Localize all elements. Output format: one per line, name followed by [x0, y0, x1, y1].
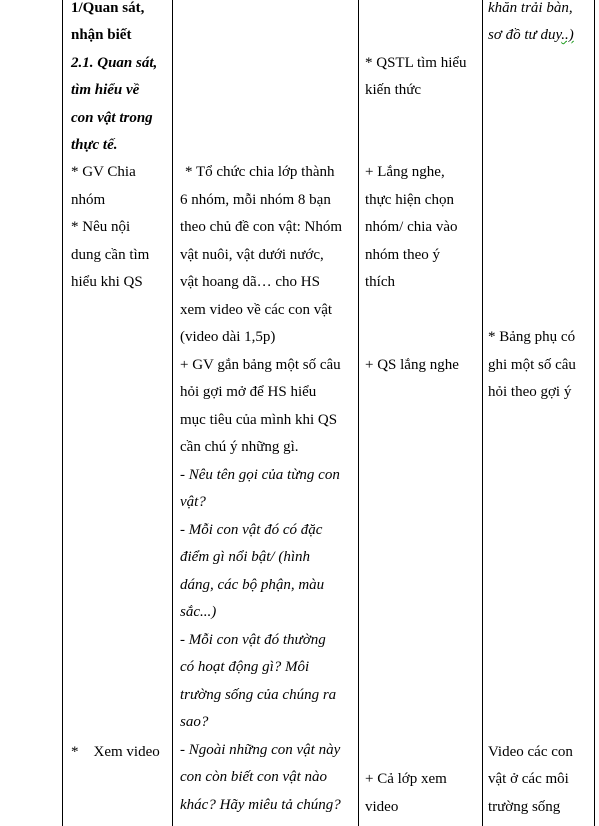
teacher-text: mục tiêu của mình khi QS: [180, 412, 338, 428]
subsection-heading-cont: thực tế.: [71, 137, 118, 153]
materials-text: * Bảng phụ có: [488, 329, 576, 345]
student-text: nhóm/ chia vào: [365, 219, 458, 235]
student-text: + Lắng nghe,: [365, 164, 445, 180]
section-heading-cont: nhận biết: [71, 27, 132, 43]
teacher-text: vật hoang dã… cho HS: [180, 274, 320, 290]
question-text: khác? Hãy miêu tả chúng?: [180, 797, 341, 813]
materials-text-underlined: ..): [561, 27, 574, 43]
subsection-heading-cont: tìm hiểu về: [71, 82, 140, 98]
column-divider-3: [482, 0, 483, 826]
materials-text: ghi một số câu: [488, 357, 576, 373]
student-text: thích: [365, 274, 395, 290]
table-border-left: [62, 0, 63, 826]
teacher-text: cần chú ý những gì.: [180, 439, 299, 455]
teacher-text: + GV gắn bảng một số câu: [180, 357, 341, 373]
teacher-text: hỏi gợi mở để HS hiểu: [180, 384, 317, 400]
step-text: * GV Chia: [71, 164, 136, 180]
step-text: nhóm: [71, 192, 106, 208]
question-text: trường sống của chúng ra: [180, 687, 337, 703]
section-heading: 1/Quan sát,: [71, 0, 145, 16]
teacher-text: theo chủ đề con vật: Nhóm: [180, 219, 343, 235]
materials-text: khăn trải bàn,: [488, 0, 573, 16]
materials-text-part: sơ đồ tư duy: [488, 27, 562, 43]
question-text: con còn biết con vật nào: [180, 769, 328, 785]
teacher-text: (video dài 1,5p): [180, 329, 276, 345]
materials-text: [488, 22, 574, 50]
step-text: hiểu khi QS: [71, 274, 143, 290]
student-text: * QSTL tìm hiểu: [365, 55, 467, 71]
question-text: có hoạt động gì? Môi: [180, 659, 310, 675]
question-text: - Mỗi con vật đó có đặc: [180, 522, 323, 538]
teacher-text: 6 nhóm, mỗi nhóm 8 bạn: [180, 192, 331, 208]
question-text: dáng, các bộ phận, màu: [180, 577, 325, 593]
student-text: video: [365, 799, 399, 815]
column-divider-2: [358, 0, 359, 826]
student-text: nhóm theo ý: [365, 247, 440, 263]
question-text: - Mỗi con vật đó thường: [180, 632, 326, 648]
question-text: sao?: [180, 714, 209, 730]
teacher-text: * Tổ chức chia lớp thành: [185, 164, 335, 180]
step-text: * Xem video: [71, 744, 160, 760]
materials-text: Video các con: [488, 744, 573, 760]
student-text: thực hiện chọn: [365, 192, 454, 208]
step-text: * Nêu nội: [71, 219, 131, 235]
question-text: vật?: [180, 494, 206, 510]
question-text: điểm gì nổi bật/ (hình: [180, 549, 310, 565]
column-divider-1: [172, 0, 173, 826]
question-text: - Nêu tên gọi của từng con: [180, 467, 340, 483]
materials-text: trường sống: [488, 799, 561, 815]
student-text: + QS lắng nghe: [365, 357, 459, 373]
teacher-text: xem video về các con vật: [180, 302, 333, 318]
materials-text: vật ở các môi: [488, 771, 569, 787]
materials-text: hỏi theo gợi ý: [488, 384, 572, 400]
subsection-heading: 2.1. Quan sát,: [71, 55, 158, 71]
step-text: dung cần tìm: [71, 247, 150, 263]
question-text: sắc...): [180, 604, 217, 620]
student-text: + Cả lớp xem: [365, 771, 447, 787]
teacher-text: vật nuôi, vật dưới nước,: [180, 247, 324, 263]
question-text: - Ngoài những con vật này: [180, 742, 341, 758]
subsection-heading-cont: con vật trong: [71, 110, 153, 126]
table-border-right: [594, 0, 595, 826]
student-text: kiến thức: [365, 82, 422, 98]
